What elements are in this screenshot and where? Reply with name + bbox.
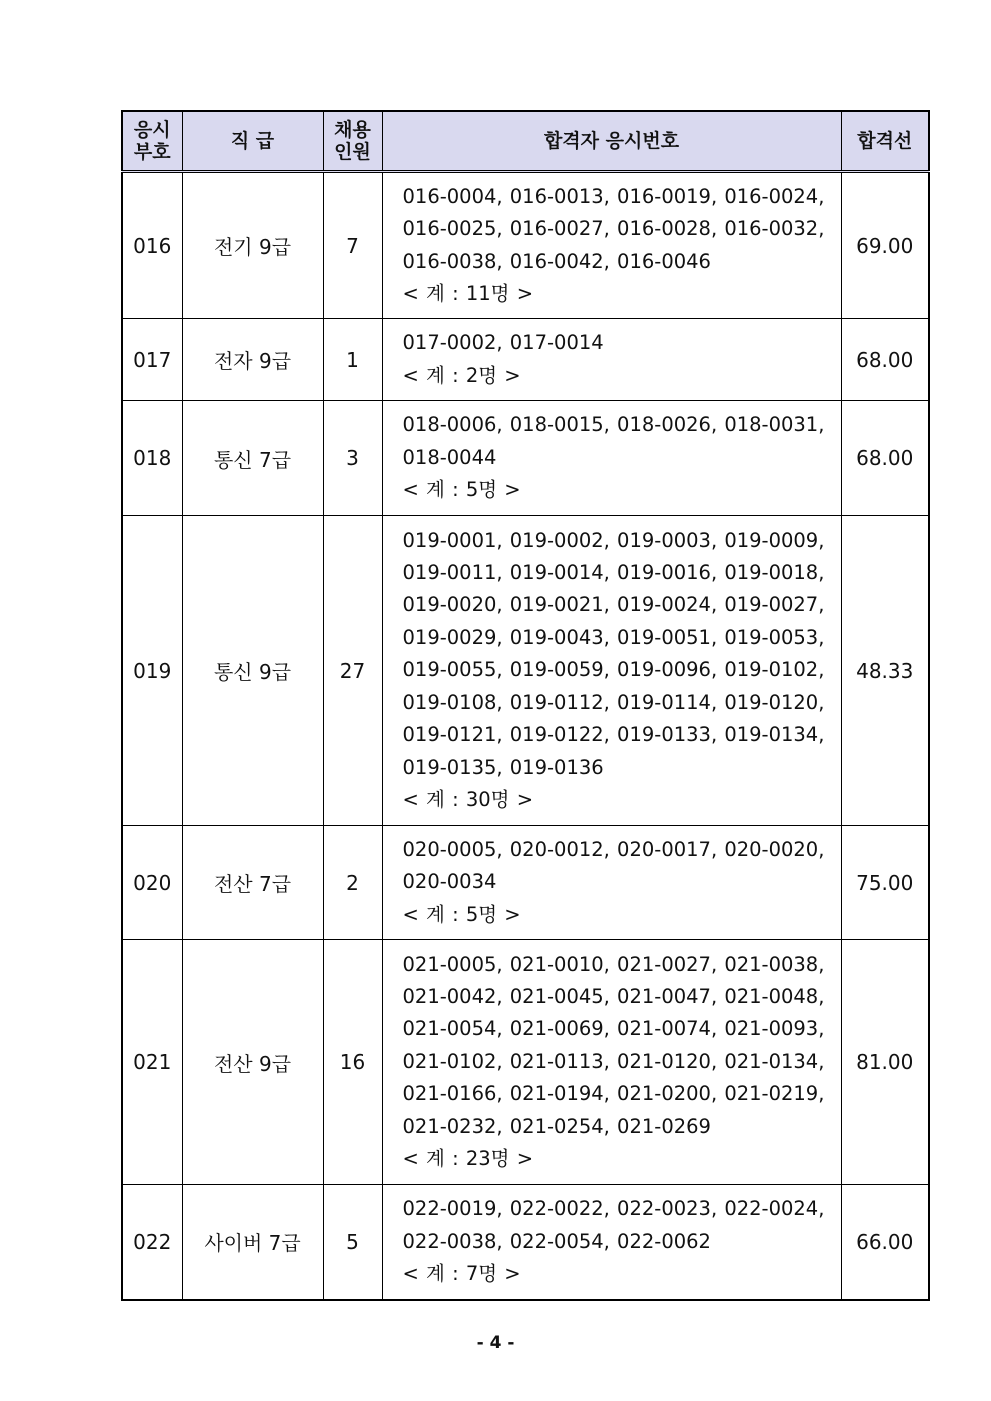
header-passer-ids: 합격자 응시번호 — [382, 111, 841, 172]
passer-id-line: 019-0011, 019-0014, 019-0016, 019-0018, — [402, 561, 825, 585]
passer-id-line: 019-0121, 019-0122, 019-0133, 019-0134, — [402, 723, 825, 747]
table-row — [122, 172, 929, 319]
row-cutoff: 68.00 — [841, 319, 929, 401]
row-exam-code: 019 — [122, 516, 182, 826]
row-rank: 통신 9급 — [182, 516, 323, 826]
passer-id-line: 018-0044 — [402, 445, 497, 469]
passer-total: < 계 : 5명 > — [402, 478, 521, 502]
row-rank: 전자 9급 — [182, 319, 323, 401]
passer-total: < 계 : 7명 > — [402, 1261, 521, 1285]
row-hires: 27 — [323, 516, 382, 826]
passer-id-line: 021-0054, 021-0069, 021-0074, 021-0093, — [402, 1017, 825, 1041]
passer-total: < 계 : 11명 > — [402, 281, 534, 305]
row-hires: 7 — [323, 172, 382, 319]
row-exam-code: 020 — [122, 826, 182, 940]
row-passer-ids — [382, 1185, 841, 1300]
passer-id-line: 020-0005, 020-0012, 020-0017, 020-0020, — [402, 837, 825, 861]
passer-id-line: 021-0166, 021-0194, 021-0200, 021-0219, — [402, 1082, 825, 1106]
row-cutoff: 68.00 — [841, 401, 929, 516]
passer-total: < 계 : 2명 > — [402, 363, 521, 387]
row-exam-code: 018 — [122, 401, 182, 516]
table-row — [122, 826, 929, 940]
table-row — [122, 516, 929, 826]
passer-id-line: 022-0038, 022-0054, 022-0062 — [402, 1229, 711, 1253]
table-row — [122, 940, 929, 1185]
table-row — [122, 319, 929, 401]
row-cutoff: 81.00 — [841, 940, 929, 1185]
passer-id-line: 021-0232, 021-0254, 021-0269 — [402, 1114, 711, 1138]
passer-id-line: 019-0001, 019-0002, 019-0003, 019-0009, — [402, 528, 825, 552]
header-hires: 채용 인원 — [323, 111, 382, 172]
row-exam-code: 021 — [122, 940, 182, 1185]
page-number: - 4 - — [476, 1333, 515, 1353]
row-passer-ids — [382, 516, 841, 826]
table-row — [122, 1185, 929, 1300]
row-cutoff: 75.00 — [841, 826, 929, 940]
passer-id-line: 021-0005, 021-0010, 021-0027, 021-0038, — [402, 952, 825, 976]
header-cutoff: 합격선 — [841, 111, 929, 172]
row-rank: 사이버 7급 — [182, 1185, 323, 1300]
passer-id-line: 016-0025, 016-0027, 016-0028, 016-0032, — [402, 217, 825, 241]
row-passer-ids — [382, 826, 841, 940]
passer-id-line: 021-0102, 021-0113, 021-0120, 021-0134, — [402, 1049, 825, 1073]
header-rank: 직 급 — [182, 111, 323, 172]
row-rank: 전산 9급 — [182, 940, 323, 1185]
passer-id-line: 019-0020, 019-0021, 019-0024, 019-0027, — [402, 593, 825, 617]
passer-id-line: 020-0034 — [402, 870, 497, 894]
passer-id-line: 019-0108, 019-0112, 019-0114, 019-0120, — [402, 690, 825, 714]
row-cutoff: 66.00 — [841, 1185, 929, 1300]
passer-id-line: 017-0002, 017-0014 — [402, 331, 604, 355]
row-passer-ids — [382, 172, 841, 319]
row-rank: 전기 9급 — [182, 172, 323, 319]
row-exam-code: 022 — [122, 1185, 182, 1300]
passer-id-line: 018-0006, 018-0015, 018-0026, 018-0031, — [402, 413, 825, 437]
header-row — [122, 111, 929, 172]
passer-id-line: 016-0004, 016-0013, 016-0019, 016-0024, — [402, 184, 825, 208]
passer-total: < 계 : 23명 > — [402, 1147, 534, 1171]
row-hires: 16 — [323, 940, 382, 1185]
row-cutoff: 69.00 — [841, 172, 929, 319]
passer-id-line: 022-0019, 022-0022, 022-0023, 022-0024, — [402, 1197, 825, 1221]
passer-id-line: 019-0029, 019-0043, 019-0051, 019-0053, — [402, 625, 825, 649]
passer-total: < 계 : 5명 > — [402, 902, 521, 926]
passer-id-line: 019-0055, 019-0059, 019-0096, 019-0102, — [402, 658, 825, 682]
header-exam-code: 응시 부호 — [122, 111, 182, 172]
row-hires: 5 — [323, 1185, 382, 1300]
table-body — [122, 172, 929, 1300]
row-passer-ids — [382, 401, 841, 516]
results-table — [121, 110, 930, 1301]
row-hires: 3 — [323, 401, 382, 516]
row-exam-code: 016 — [122, 172, 182, 319]
passer-id-line: 021-0042, 021-0045, 021-0047, 021-0048, — [402, 984, 825, 1008]
row-rank: 통신 7급 — [182, 401, 323, 516]
row-rank: 전산 7급 — [182, 826, 323, 940]
row-hires: 1 — [323, 319, 382, 401]
row-hires: 2 — [323, 826, 382, 940]
row-cutoff: 48.33 — [841, 516, 929, 826]
row-exam-code: 017 — [122, 319, 182, 401]
table-row — [122, 401, 929, 516]
row-passer-ids — [382, 940, 841, 1185]
passer-total: < 계 : 30명 > — [402, 787, 534, 811]
passer-id-line: 019-0135, 019-0136 — [402, 755, 604, 779]
row-passer-ids — [382, 319, 841, 401]
passer-id-line: 016-0038, 016-0042, 016-0046 — [402, 249, 711, 273]
